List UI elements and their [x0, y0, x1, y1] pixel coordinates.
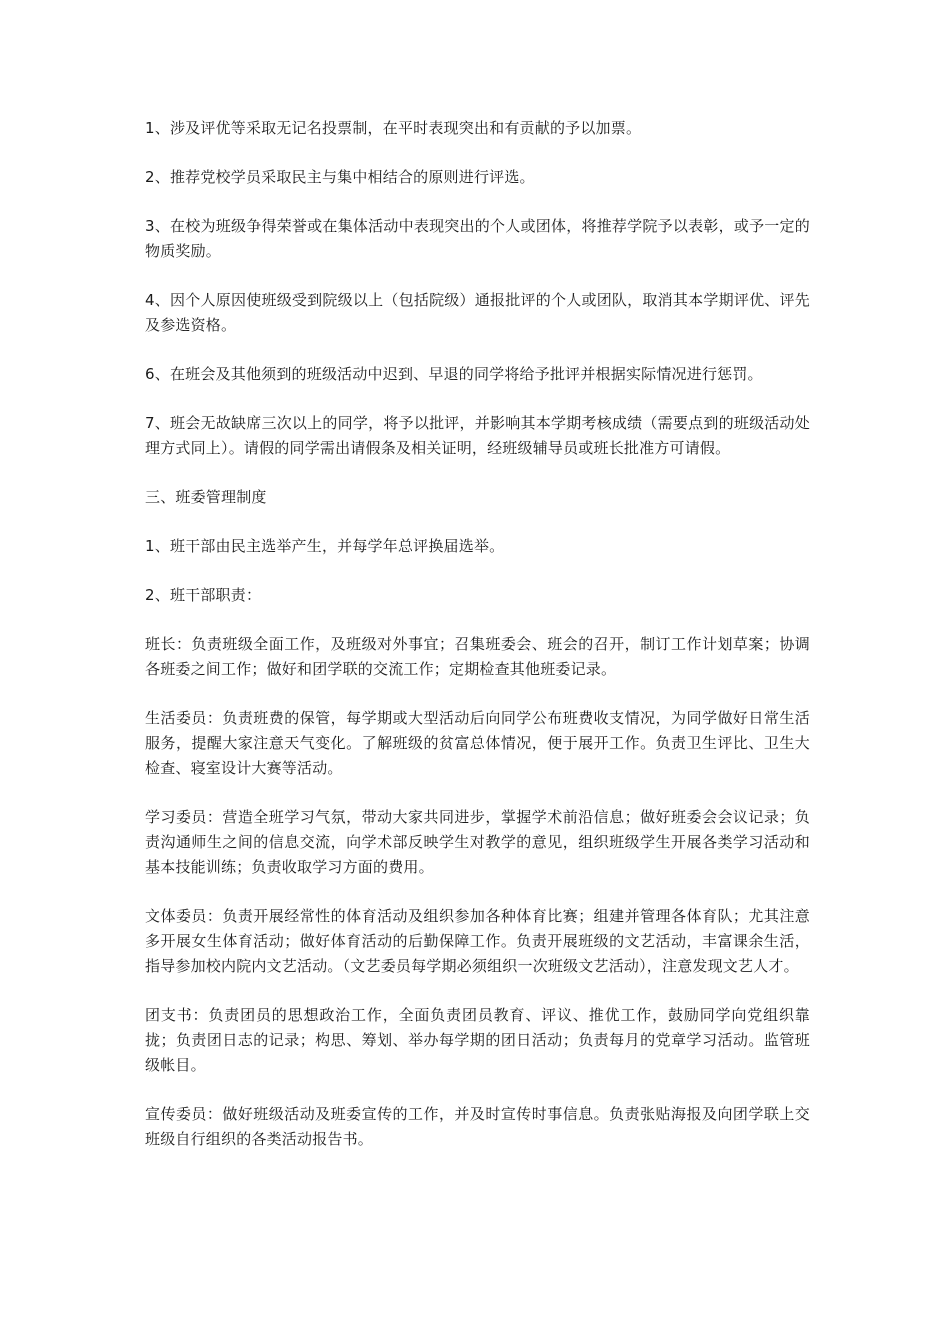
rule-item-3: 3、在校为班级争得荣誉或在集体活动中表现突出的个人或团体，将推荐学院予以表彰，或予一定的物质奖励。 [145, 217, 810, 260]
duty-sports-arts-committee: 文体委员：负责开展经常性的体育活动及组织参加各种体育比赛；组建并管理各体育队；尤其注意多开展女生体育活动；做好体育活动的后勤保障工作。负责开展班级的文艺活动，丰富课余生活，指导参加校内院内文艺活动。（文艺委员每学期必须组织一次班级文艺活动），注意发现文艺人才。 [145, 907, 810, 975]
document-body [145, 116, 810, 1176]
rule-item-4: 4、因个人原因使班级受到院级以上（包括院级）通报批评的个人或团队，取消其本学期评优、评先及参选资格。 [145, 291, 810, 334]
committee-item-2: 2、班干部职责： [145, 586, 262, 604]
section-heading: 三、班委管理制度 [145, 488, 267, 506]
rule-item-7: 7、班会无故缺席三次以上的同学，将予以批评，并影响其本学期考核成绩（需要点到的班级活动处理方式同上）。请假的同学需出请假条及相关证明，经班级辅导员或班长批准方可请假。 [145, 414, 810, 457]
rule-item-6: 6、在班会及其他须到的班级活动中迟到、早退的同学将给予批评并根据实际情况进行惩罚。 [145, 365, 763, 383]
rule-item-1: 1、涉及评优等采取无记名投票制，在平时表现突出和有贡献的予以加票。 [145, 119, 642, 137]
duty-league-secretary: 团支书：负责团员的思想政治工作，全面负责团员教育、评议、推优工作，鼓励同学向党组织靠拢；负责团日志的记录；构思、筹划、举办每学期的团日活动；负责每月的党章学习活动。监管班级帐目。 [145, 1006, 810, 1074]
rule-item-2: 2、推荐党校学员采取民主与集中相结合的原则进行评选。 [145, 168, 535, 186]
duty-life-committee: 生活委员：负责班费的保管，每学期或大型活动后向同学公布班费收支情况，为同学做好日常生活服务，提醒大家注意天气变化。了解班级的贫富总体情况，便于展开工作。负责卫生评比、卫生大检查、寝室设计大赛等活动。 [145, 709, 810, 777]
duty-study-committee: 学习委员：营造全班学习气氛，带动大家共同进步，掌握学术前沿信息；做好班委会会议记录；负责沟通师生之间的信息交流，向学术部反映学生对教学的意见，组织班级学生开展各类学习活动和基本技能训练；负责收取学习方面的费用。 [145, 808, 810, 876]
duty-monitor: 班长：负责班级全面工作，及班级对外事宜；召集班委会、班会的召开，制订工作计划草案；协调各班委之间工作；做好和团学联的交流工作；定期检查其他班委记录。 [145, 635, 810, 678]
committee-item-1: 1、班干部由民主选举产生，并每学年总评换届选举。 [145, 537, 505, 555]
duty-publicity-committee: 宣传委员：做好班级活动及班委宣传的工作，并及时宣传时事信息。负责张贴海报及向团学联上交班级自行组织的各类活动报告书。 [145, 1105, 810, 1148]
